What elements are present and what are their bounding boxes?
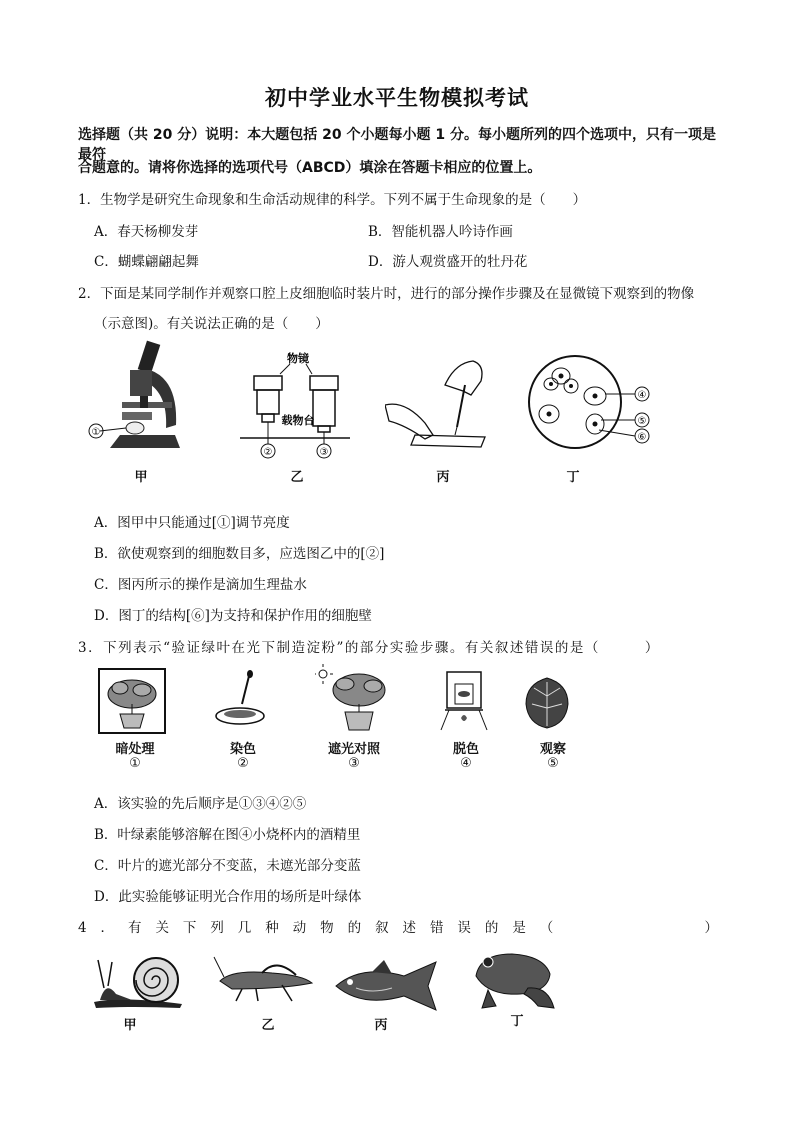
q2-fig-label-bing: 丙 xyxy=(436,470,450,485)
grasshopper-figure xyxy=(212,955,317,1005)
q2-stem-line-1: 2．下面是某同学制作并观察口腔上皮细胞临时装片时，进行的部分操作步骤及在显微镜下观察到的物像 xyxy=(78,286,695,302)
field-of-view-figure xyxy=(525,350,670,460)
q2-option-a[interactable]: A．图甲中只能通过[①]调节亮度 xyxy=(94,515,290,531)
fish-figure xyxy=(332,958,444,1014)
q3-step-num-1: ① xyxy=(129,756,141,771)
q3-option-a[interactable]: A．该实验的先后顺序是①③④②⑤ xyxy=(94,796,307,812)
observe-leaf-figure xyxy=(522,676,572,732)
q3-step-name-4: 脱色 xyxy=(452,742,479,757)
q3-step-num-4: ④ xyxy=(460,756,472,771)
microscope-figure xyxy=(80,340,190,465)
q3-option-b[interactable]: B．叶绿素能够溶解在图④小烧杯内的酒精里 xyxy=(94,827,361,843)
label-n3: ③ xyxy=(319,447,329,458)
q3-step-name-1: 暗处理 xyxy=(115,742,155,757)
q4-fig-label-yi: 乙 xyxy=(261,1018,275,1033)
q2-fig-label-yi: 乙 xyxy=(290,470,304,485)
objective-label: 物镜 xyxy=(287,352,309,365)
page-title: 初中学业水平生物模拟考试 xyxy=(265,86,529,110)
q4-fig-label-jia: 甲 xyxy=(123,1018,137,1033)
label-n6: ⑥ xyxy=(637,432,647,443)
q2-option-b[interactable]: B．欲使观察到的细胞数目多，应选图乙中的[②] xyxy=(94,546,385,562)
label-n1: ① xyxy=(91,427,101,438)
q3-step-num-2: ② xyxy=(237,756,249,771)
q2-stem-line-2: （示意图)。有关说法正确的是（ ） xyxy=(94,316,329,332)
snail-figure xyxy=(92,950,188,1010)
label-n4: ④ xyxy=(637,390,647,401)
q3-option-c[interactable]: C．叶片的遮光部分不变蓝，未遮光部分变蓝 xyxy=(94,858,361,874)
shade-control-figure xyxy=(315,664,395,736)
label-n5: ⑤ xyxy=(637,416,647,427)
q4-stem: 4．有关下列几种动物的叙述错误的是（ ） xyxy=(78,920,718,936)
stage-label: 载物台 xyxy=(281,414,315,427)
decolorization-figure xyxy=(435,668,495,734)
q3-step-name-5: 观察 xyxy=(539,742,566,757)
q2-fig-label-ding: 丁 xyxy=(566,470,580,485)
intro-line-1: 选择题（共 20 分）说明：本大题包括 20 个小题每小题 1 分。每小题所列的四个选项中，只有一项是最符 xyxy=(78,127,716,163)
q3-option-d[interactable]: D．此实验能够证明光合作用的场所是叶绿体 xyxy=(94,889,362,905)
q3-step-name-2: 染色 xyxy=(229,742,256,757)
q1-option-d[interactable]: D．游人观赏盛开的牡丹花 xyxy=(368,254,528,270)
q3-stem: 3．下列表示“验证绿叶在光下制造淀粉”的部分实验步骤。有关叙述错误的是（ ） xyxy=(78,640,660,656)
q1-option-b[interactable]: B．智能机器人吟诗作画 xyxy=(368,224,513,240)
frog-figure xyxy=(468,946,558,1012)
q1-option-c[interactable]: C．蝴蝶翩翩起舞 xyxy=(94,254,199,270)
q2-option-d[interactable]: D．图丁的结构[⑥]为支持和保护作用的细胞壁 xyxy=(94,608,372,624)
intro-line-2: 合题意的。请将你选择的选项代号（ABCD）填涂在答题卡相应的位置上。 xyxy=(78,160,542,176)
q2-option-c[interactable]: C．图丙所示的操作是滴加生理盐水 xyxy=(94,577,307,593)
label-n2: ② xyxy=(263,447,273,458)
q4-fig-label-bing: 丙 xyxy=(374,1018,388,1033)
staining-figure xyxy=(212,670,272,730)
q1-option-a[interactable]: A．春天杨柳发芽 xyxy=(94,224,199,240)
q2-fig-label-jia: 甲 xyxy=(134,470,148,485)
slide-operation-figure xyxy=(385,355,495,455)
q3-step-name-3: 遮光对照 xyxy=(327,742,380,757)
q3-step-num-5: ⑤ xyxy=(547,756,559,771)
dark-treatment-figure xyxy=(98,668,166,736)
objective-lens-figure xyxy=(240,350,350,460)
q1-stem: 1．生物学是研究生命现象和生命活动规律的科学。下列不属于生命现象的是（ ） xyxy=(78,192,587,208)
q3-step-num-3: ③ xyxy=(348,756,360,771)
q4-fig-label-ding: 丁 xyxy=(510,1014,524,1029)
